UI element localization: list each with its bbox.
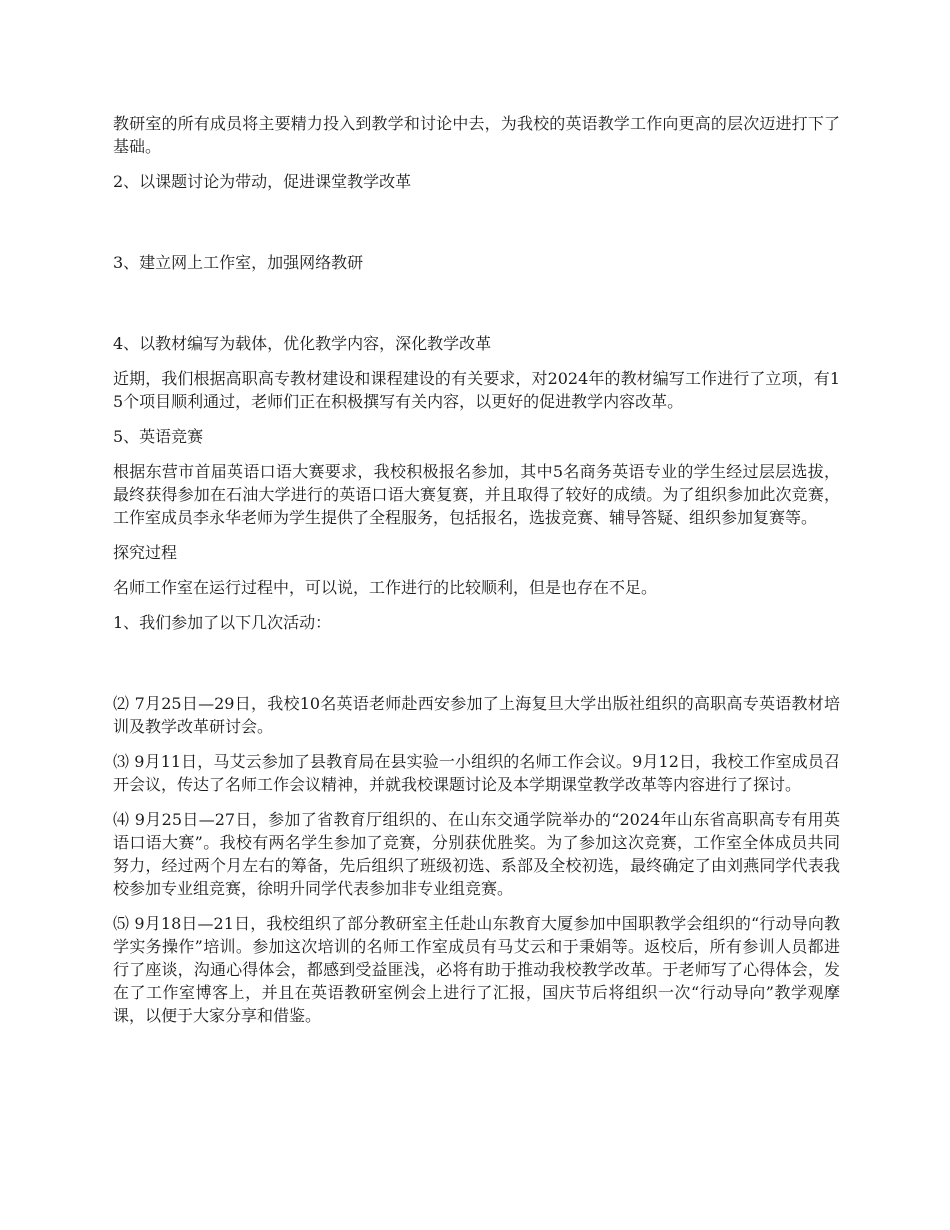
list-item-activity-4: ⑷ 9月25日—27日，参加了省教育厅组织的、在山东交通学院举办的“2024年山东省高职高专有用英语口语大赛”。我校有两名学生参加了竞赛，分别获优胜奖。为了参加这次竞赛，工作室全体成员共同努力，经过两个月左右的筹备，先后组织了班级初选、系部及全校初选，最终确定了由刘燕同学代表我校参加专业组竞赛，徐明升同学代表参加非专业组竞赛。 [113, 810, 840, 898]
paragraph-textbook-writing: 近期，我们根据高职高专教材建设和课程建设的有关要求，对2024年的教材编写工作进行了立项，有15个项目顺利通过，老师们正在积极撰写有关内容，以更好的促进教学内容改革。 [113, 369, 840, 411]
paragraph-exploration-process: 名师工作室在运行过程中，可以说，工作进行的比较顺利，但是也存在不足。 [113, 578, 658, 597]
heading-activities: 1、我们参加了以下几次活动： [113, 613, 332, 632]
heading-exploration-process: 探究过程 [113, 543, 178, 562]
list-item-activity-3: ⑶ 9月11日，马艾云参加了县教育局在县实验一小组织的名师工作会议。9月12日，我校工作室成员召开会议，传达了名师工作会议精神，并就我校课题讨论及本学期课堂教学改革等内容进行了探讨。 [113, 752, 840, 794]
list-item-activity-5: ⑸ 9月18日—21日，我校组织了部分教研室主任赴山东教育大厦参加中国职教学会组织的“行动导向教学实务操作”培训。参加这次培训的名师工作室成员有马艾云和于秉娟等。返校后，所有参训人员都进行了座谈，沟通心得体会，都感到受益匪浅，必将有助于推动我校教学改革。于老师写了心得体会，发在了工作室博客上，并且在英语教研室例会上进行了汇报，国庆节后将组织一次“行动导向”教学观摩课，以便于大家分享和借鉴。 [113, 914, 840, 1025]
heading-online-studio: 3、建立网上工作室，加强网络教研 [113, 253, 364, 272]
heading-topic-research: 2、以课题讨论为带动，促进课堂教学改革 [113, 172, 412, 191]
paragraph-intro: 教研室的所有成员将主要精力投入到教学和讨论中去，为我校的英语教学工作向更高的层次迈进打下了基础。 [113, 114, 840, 156]
heading-english-contest: 5、英语竞赛 [113, 427, 204, 446]
paragraph-english-contest: 根据东营市首届英语口语大赛要求，我校积极报名参加，其中5名商务英语专业的学生经过层层选拔，最终获得参加在石油大学进行的英语口语大赛复赛，并且取得了较好的成绩。为了组织参加此次竞赛，工作室成员李永华老师为学生提供了全程服务，包括报名，选拔竞赛、辅导答疑、组织参加复赛等。 [113, 462, 840, 527]
list-item-activity-2: ⑵ 7月25日—29日，我校10名英语老师赴西安参加了上海复旦大学出版社组织的高职高专英语教材培训及教学改革研讨会。 [113, 694, 840, 736]
heading-textbook-writing: 4、以教材编写为载体，优化教学内容，深化教学改革 [113, 334, 492, 353]
